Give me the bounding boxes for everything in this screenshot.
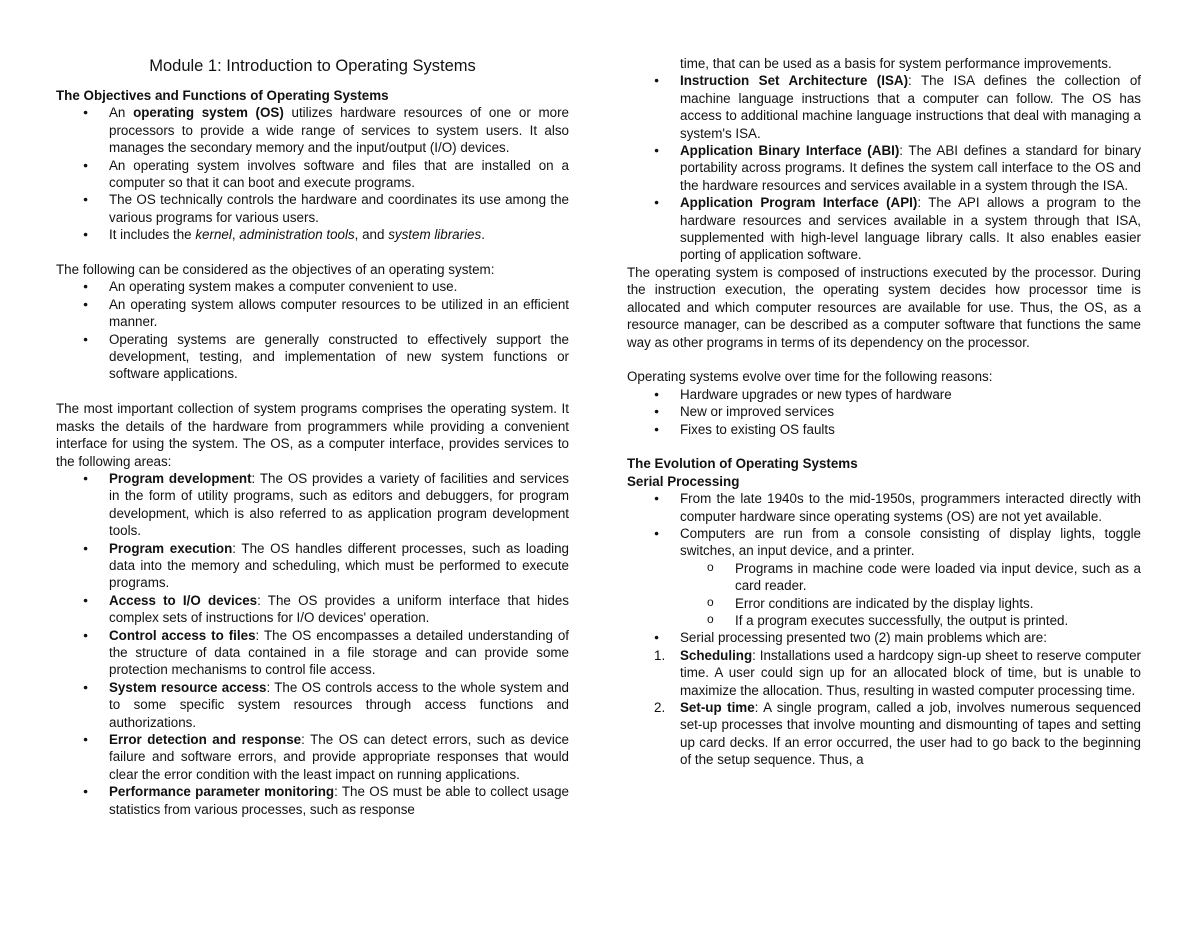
os-definition-list [56,104,569,243]
services-list [56,470,569,818]
objectives-list [56,278,569,382]
list-item: ● Performance parameter monitoring: The OS must be able to collect usage statistics from various processes, such as response [56,783,569,818]
list-item: o If a program executes successfully, the output is printed. [627,612,1141,629]
composition-paragraph: The operating system is composed of instructions executed by the processor. During the instruction execution, the operating system decides how processor time is allocated and which computer resources are available for use. Thus, the OS, as a resource manager, can be described as a computer software that functions the same way as other programs in terms of its dependency on the processor. [627,264,1141,350]
list-item: ● From the late 1940s to the mid-1950s, programmers interacted directly with computer hardware since operating systems (OS) are not yet available. [627,490,1141,525]
list-item: ● An operating system (OS) utilizes hardware resources of one or more processors to provide a wide range of services to system users. It also manages the secondary memory and the input/output (I/O) devices. [56,104,569,156]
list-item: o Error conditions are indicated by the display lights. [627,595,1141,612]
serial-problems-intro-list [627,629,1141,646]
list-item: ● Serial processing presented two (2) main problems which are: [627,629,1141,646]
console-sub-list [627,560,1141,630]
continued-text: time, that can be used as a basis for system performance improvements. [680,56,1112,71]
list-item: 1. Scheduling: Installations used a hardcopy sign-up sheet to reserve computer time. A user could sign up for an allocated block of time, but is unable to maximize the allocation. Thus, resulting in wasted computer processing time. [654,647,1141,698]
list-item: ● Hardware upgrades or new types of hardware [627,386,1141,403]
list-item: ● Program development: The OS provides a variety of facilities and services in the form of utility programs, such as editors and debuggers, for program development, which is also referred to as application program development tools. [56,470,569,540]
list-item: ● The OS technically controls the hardware and coordinates its use among the various programs for various users. [56,191,569,226]
services-intro: The most important collection of system programs comprises the operating system. It masks the details of the hardware from programmers while providing a convenient interface for using the system. The OS, as a computer interface, provides services to the following areas: [56,401,569,469]
serial-processing-list [627,490,1141,560]
list-item: ● Computers are run from a console consisting of display lights, toggle switches, an input device, and a printer. [627,525,1141,560]
list-item: ● System resource access: The OS controls access to the whole system and to some specific system resources through access functions and authorizations. [56,679,569,731]
list-item: o Programs in machine code were loaded via input device, such as a card reader. [627,560,1141,595]
list-item: ● Instruction Set Architecture (ISA): The ISA defines the collection of machine language instructions that a computer can follow. The OS has access to additional machine language instructions that deal with managing a system's ISA. [627,72,1141,142]
list-item: ● Access to I/O devices: The OS provides a uniform interface that hides complex sets of instructions for I/O devices' operation. [56,592,569,627]
list-item: ● Control access to files: The OS encompasses a detailed understanding of the structure of data contained in a file storage and can provide some protection mechanisms to control file access. [56,627,569,679]
objectives-intro: The following can be considered as the objectives of an operating system: [56,262,495,278]
list-item: ● Application Program Interface (API): The API allows a program to the hardware resources and services available in a system through that ISA, supplemented with high-level language library calls. It also enables easier porting of application software. [627,194,1141,264]
list-item: ● Operating systems are generally constructed to effectively support the development, testing, and implementation of new system functions or software applications. [56,331,569,383]
list-item: ● An operating system allows computer resources to be utilized in an efficient manner. [56,296,569,331]
right-column [627,55,1141,769]
serial-processing-heading: Serial Processing [627,473,740,489]
evolution-heading: The Evolution of Operating Systems [627,456,858,472]
interfaces-list [627,72,1141,263]
list-item: ● Program execution: The OS handles different processes, such as loading data into the memory and scheduling, which must be performed to execute programs. [56,540,569,592]
evolve-intro: Operating systems evolve over time for the following reasons: [627,369,993,385]
page-title: Module 1: Introduction to Operating Systems [149,57,476,75]
left-column [56,55,569,818]
list-item: ● Application Binary Interface (ABI): The ABI defines a standard for binary portability across programs. It defines the system call interface to the OS and the hardware resources and services available in a system through the ISA. [627,142,1141,194]
list-item: ● Fixes to existing OS faults [627,421,1141,438]
evolve-reasons-list [627,386,1141,438]
list-item: 2. Set-up time: A single program, called a job, involves numerous sequenced set-up processes that involve mounting and dismounting of tapes and setting up card decks. If an error occurred, the user had to go back to the beginning of the setup sequence. Thus, a [654,700,1141,768]
list-item: ● It includes the kernel, administration tools, and system libraries. [56,226,569,243]
list-item: ● An operating system makes a computer convenient to use. [56,278,569,295]
objectives-heading: The Objectives and Functions of Operating Systems [56,88,389,103]
list-item: ● An operating system involves software and files that are installed on a computer so that it can boot and execute programs. [56,157,569,192]
problems-list [627,647,1141,769]
list-item: ● New or improved services [627,403,1141,420]
list-item: ● Error detection and response: The OS can detect errors, such as device failure and software errors, and provide appropriate responses that would clear the error condition with the least impact on running applications. [56,731,569,783]
